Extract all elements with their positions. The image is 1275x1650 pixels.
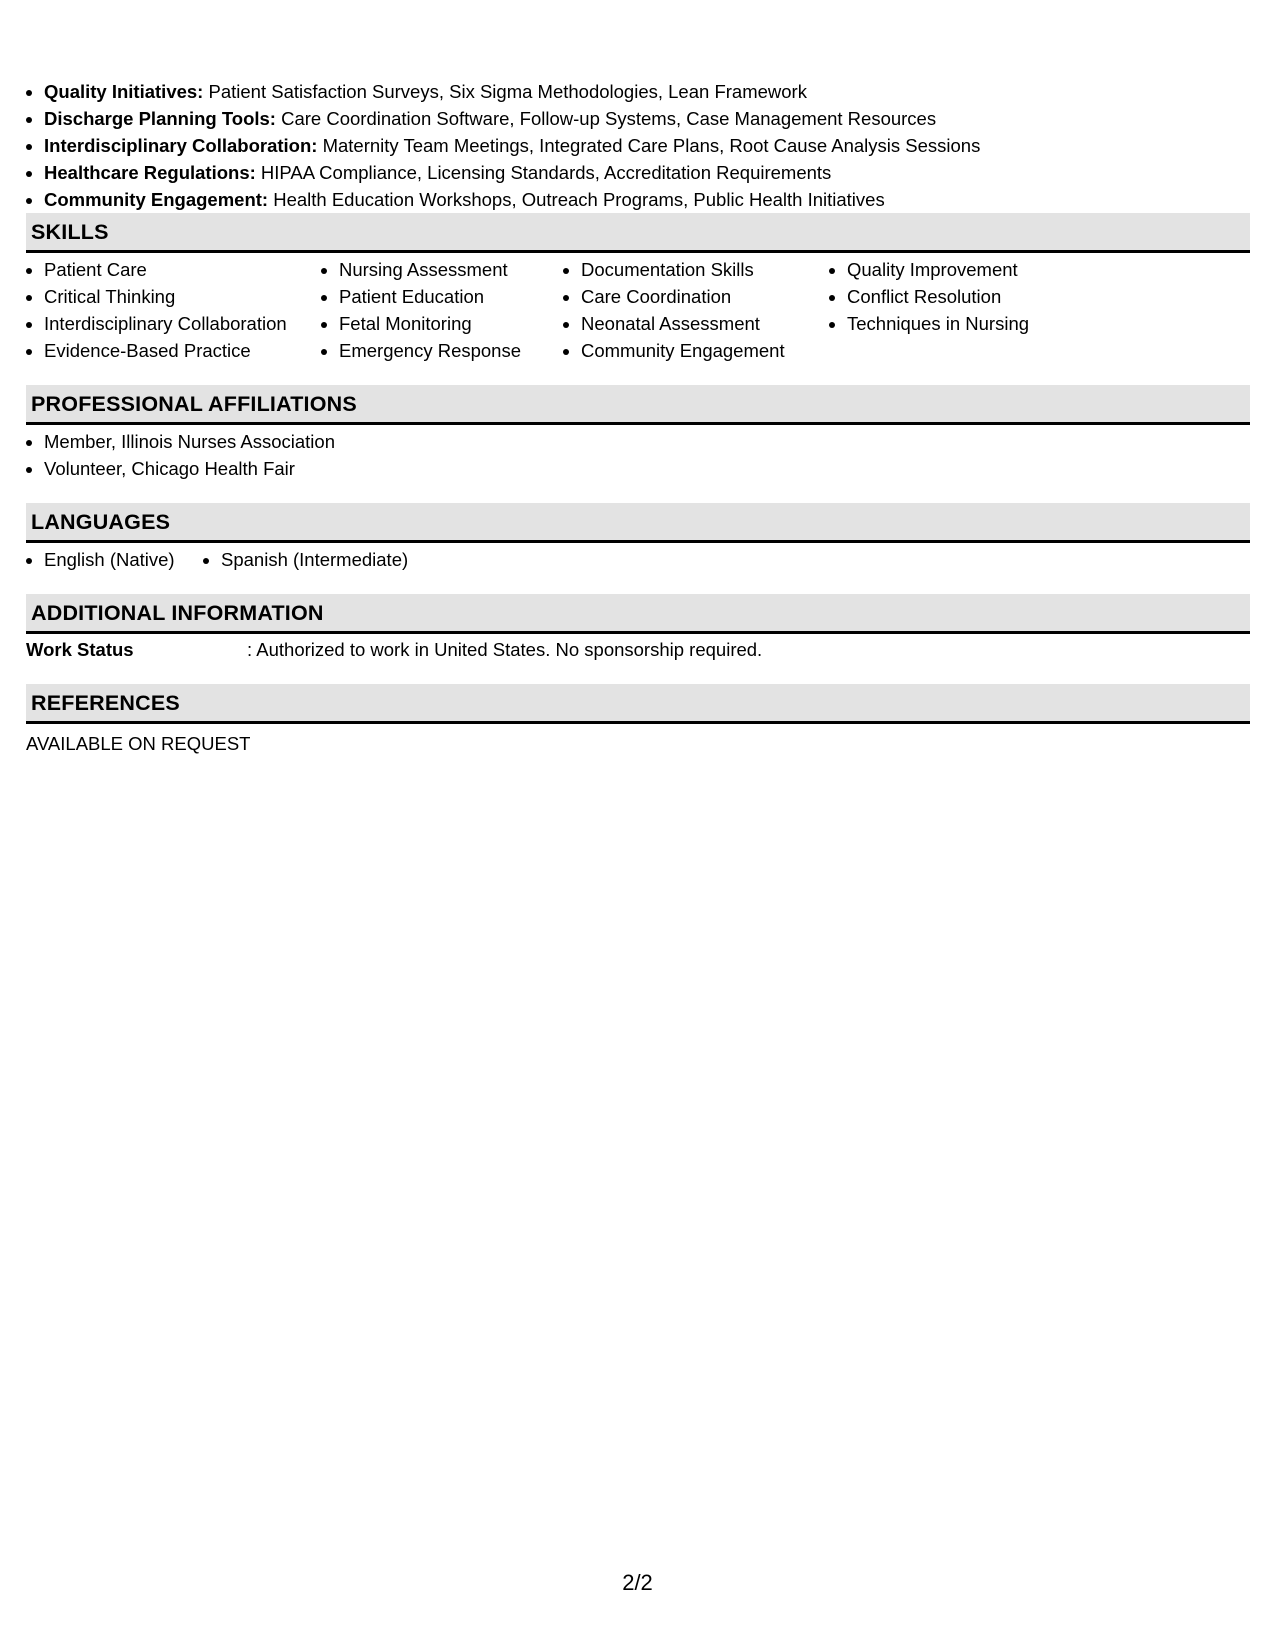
- affiliations-list: [26, 428, 1250, 482]
- affiliation-item: • Volunteer, Chicago Health Fair: [44, 455, 1250, 482]
- item-label: Discharge Planning Tools:: [44, 108, 276, 129]
- item-text: Care Coordination Software, Follow-up Systems, Case Management Resources: [275, 108, 937, 129]
- skills-column: [321, 256, 563, 364]
- item-text: Patient Satisfaction Surveys, Six Sigma Methodologies, Lean Framework: [203, 81, 807, 102]
- item-text: HIPAA Compliance, Licensing Standards, Accreditation Requirements: [255, 162, 832, 183]
- list-item: [44, 78, 1250, 105]
- skills-grid: [26, 253, 1250, 364]
- languages-column: [203, 546, 408, 573]
- skill-item: • Evidence-Based Practice: [44, 337, 321, 364]
- affiliations-section-header: PROFESSIONAL AFFILIATIONS: [26, 385, 1250, 425]
- language-item: • English (Native): [44, 546, 203, 573]
- skills-column: [563, 256, 829, 364]
- languages-body: [26, 543, 1250, 573]
- list-item: [44, 132, 1250, 159]
- skill-item: • Critical Thinking: [44, 283, 321, 310]
- additional-info-section-header: ADDITIONAL INFORMATION: [26, 594, 1250, 634]
- affiliations-body: [26, 425, 1250, 482]
- item-text: Maternity Team Meetings, Integrated Care Plans, Root Cause Analysis Sessions: [317, 135, 981, 156]
- item-text: Health Education Workshops, Outreach Programs, Public Health Initiatives: [268, 189, 885, 210]
- page-number: 2/2: [622, 1570, 653, 1595]
- list-item: [44, 105, 1250, 132]
- languages-section-header: LANGUAGES: [26, 503, 1250, 543]
- skill-item: • Community Engagement: [581, 337, 829, 364]
- skills-column: [26, 256, 321, 364]
- skill-item: • Techniques in Nursing: [847, 310, 1087, 337]
- skill-item: • Neonatal Assessment: [581, 310, 829, 337]
- references-text: AVAILABLE ON REQUEST: [26, 733, 251, 754]
- list-item: [44, 159, 1250, 186]
- skill-item: • Quality Improvement: [847, 256, 1087, 283]
- skill-item: • Nursing Assessment: [339, 256, 563, 283]
- item-label: Community Engagement:: [44, 189, 269, 210]
- work-status-value: : Authorized to work in United States. No sponsorship required.: [247, 639, 763, 660]
- work-status-row: [26, 634, 1250, 663]
- affiliation-item: • Member, Illinois Nurses Association: [44, 428, 1250, 455]
- resume-page: [26, 78, 1250, 757]
- skill-item: • Interdisciplinary Collaboration: [44, 310, 321, 337]
- skill-item: • Patient Care: [44, 256, 321, 283]
- item-label: Interdisciplinary Collaboration:: [44, 135, 318, 156]
- language-item: • Spanish (Intermediate): [221, 546, 408, 573]
- skill-item: • Fetal Monitoring: [339, 310, 563, 337]
- item-label: Healthcare Regulations:: [44, 162, 256, 183]
- skill-item: • Documentation Skills: [581, 256, 829, 283]
- list-item: [44, 186, 1250, 213]
- skills-section-header: SKILLS: [26, 213, 1250, 253]
- skill-item: • Emergency Response: [339, 337, 563, 364]
- skill-item: • Care Coordination: [581, 283, 829, 310]
- tools-list: [26, 78, 1250, 213]
- work-status-label: Work Status: [26, 639, 134, 660]
- skill-item: • Conflict Resolution: [847, 283, 1087, 310]
- references-section-header: REFERENCES: [26, 684, 1250, 724]
- languages-column: [26, 546, 203, 573]
- skills-column: [829, 256, 1087, 364]
- item-label: Quality Initiatives:: [44, 81, 204, 102]
- skill-item: • Patient Education: [339, 283, 563, 310]
